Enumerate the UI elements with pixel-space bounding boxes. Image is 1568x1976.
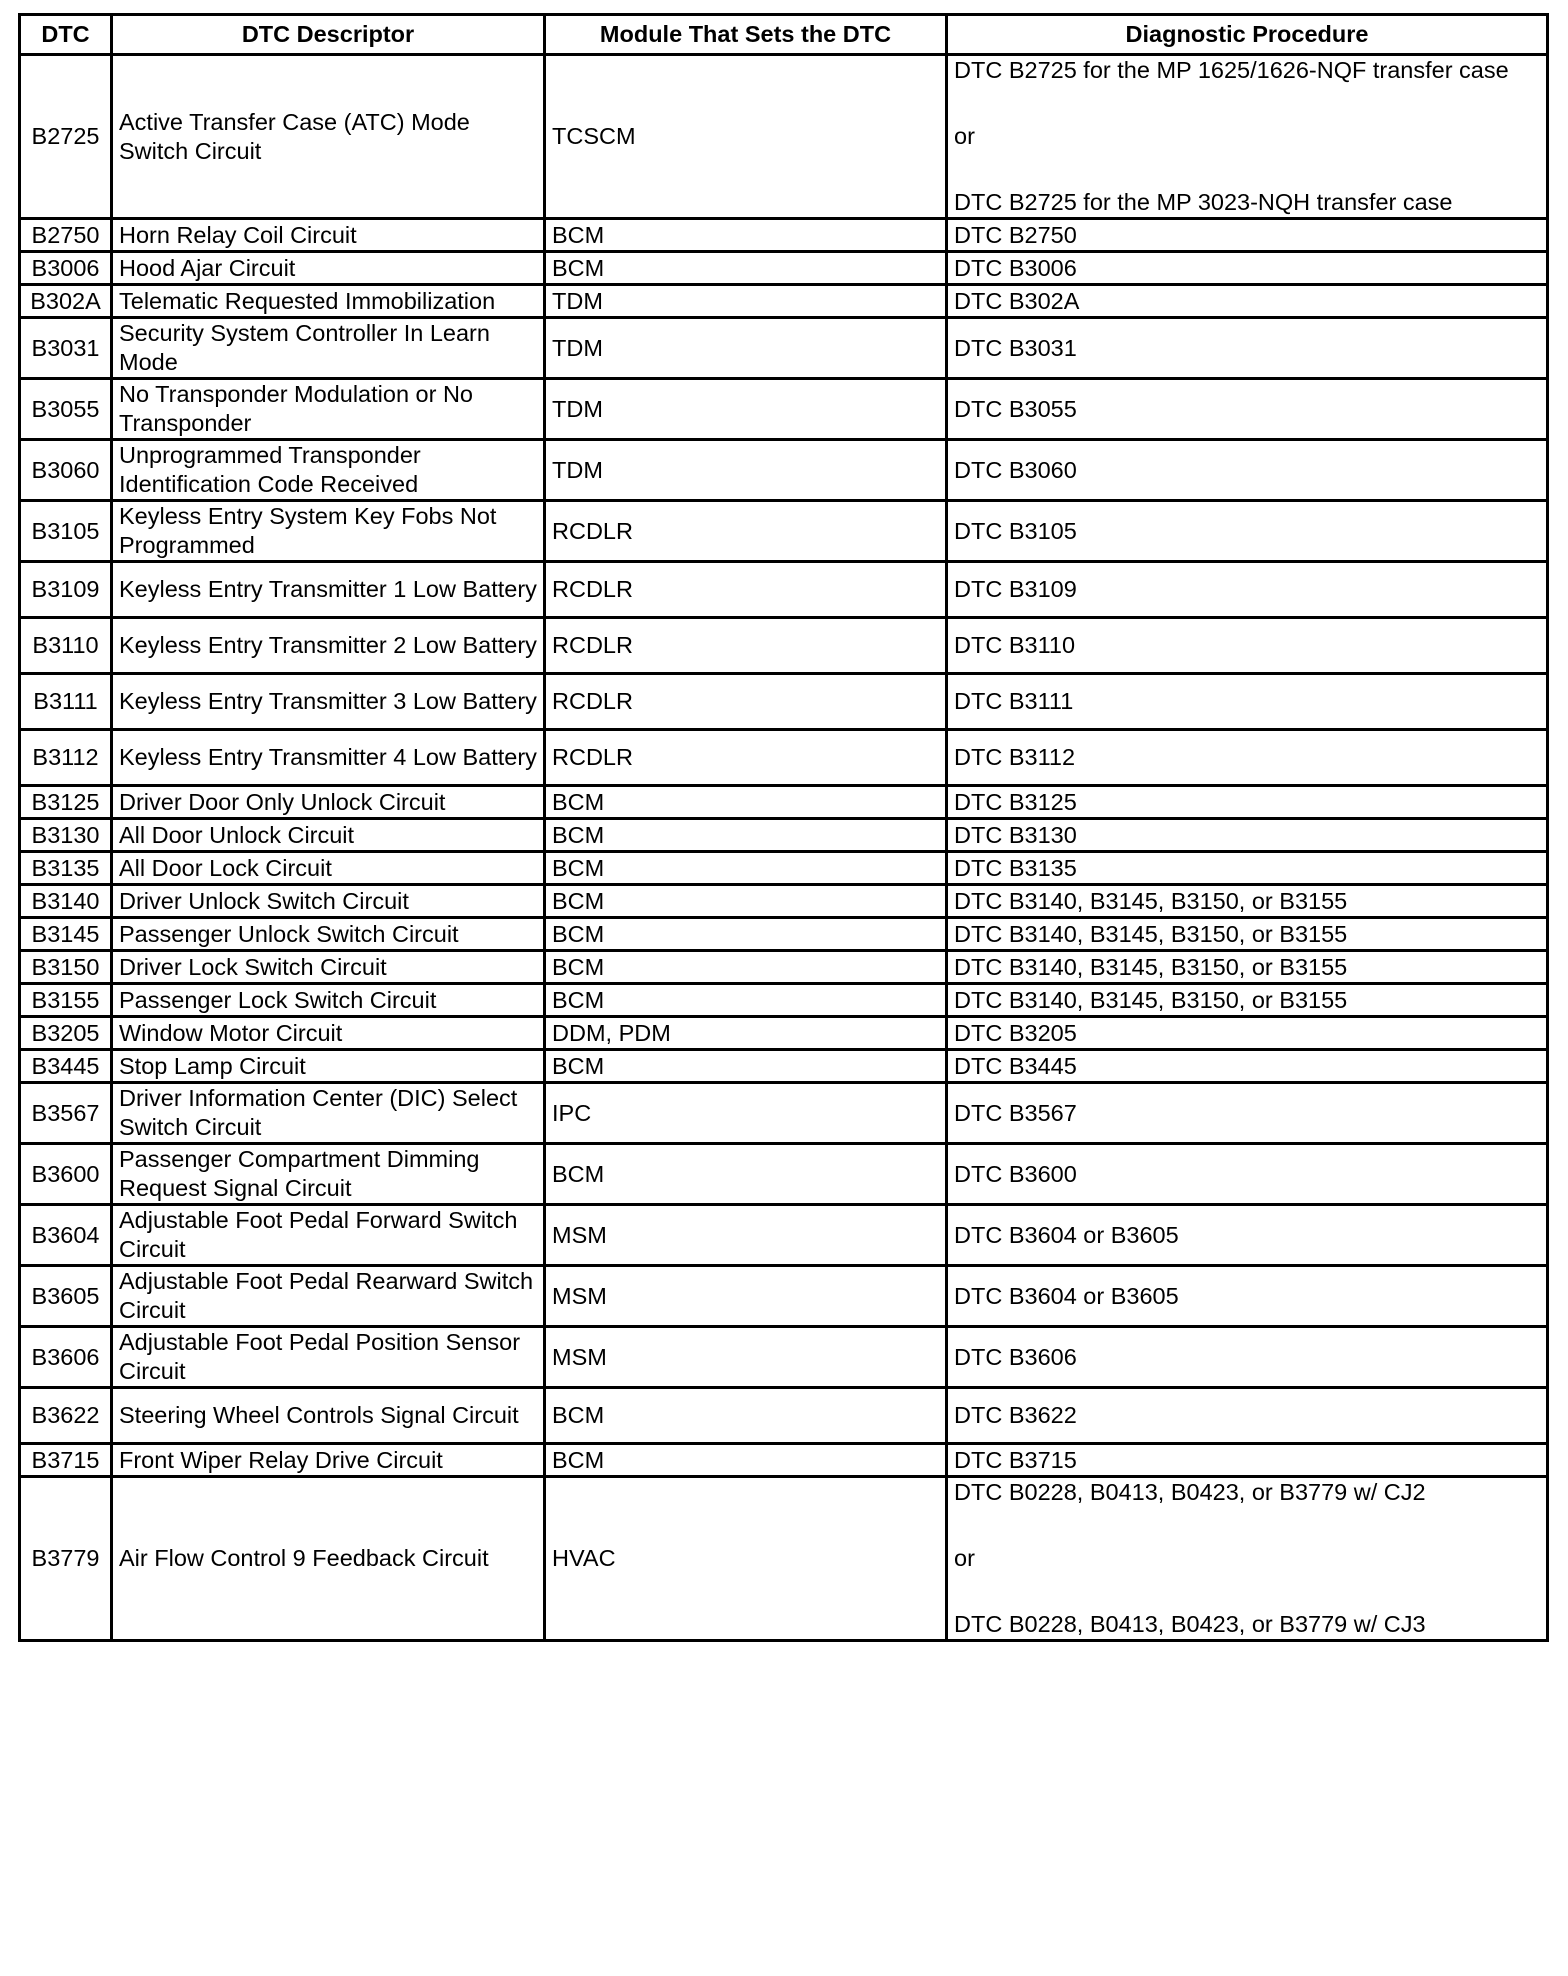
table-row [20, 786, 1548, 819]
dtc-descriptor: Keyless Entry Transmitter 3 Low Battery [112, 674, 545, 730]
dtc-code: B3130 [20, 819, 112, 852]
procedure-line: DTC B3622 [954, 1402, 1077, 1428]
dtc-code: B3110 [20, 618, 112, 674]
procedure-line: DTC B302A [954, 287, 1080, 314]
module-name: IPC [545, 1083, 947, 1144]
procedure-line: DTC B3140, B3145, B3150, or B3155 [954, 986, 1348, 1013]
dtc-code: B3605 [20, 1266, 112, 1327]
diagnostic-procedure [947, 1266, 1548, 1327]
dtc-code: B3006 [20, 252, 112, 285]
module-name: BCM [545, 819, 947, 852]
dtc-code: B3604 [20, 1205, 112, 1266]
module-name: TDM [545, 318, 947, 379]
diagnostic-procedure [947, 819, 1548, 852]
dtc-code: B3622 [20, 1388, 112, 1444]
diagnostic-procedure [947, 984, 1548, 1017]
module-name: RCDLR [545, 674, 947, 730]
dtc-descriptor: Stop Lamp Circuit [112, 1050, 545, 1083]
table-row [20, 1477, 1548, 1641]
diagnostic-procedure [947, 852, 1548, 885]
diagnostic-procedure [947, 1327, 1548, 1388]
procedure-gap [954, 85, 1540, 122]
procedure-line: DTC B3140, B3145, B3150, or B3155 [954, 887, 1348, 914]
dtc-code: B3150 [20, 951, 112, 984]
module-name: MSM [545, 1205, 947, 1266]
module-name: TCSCM [545, 55, 947, 219]
procedure-line: DTC B3140, B3145, B3150, or B3155 [954, 920, 1348, 947]
procedure-line: DTC B3055 [954, 395, 1077, 422]
procedure-line: DTC B3604 or B3605 [954, 1221, 1179, 1248]
module-name: RCDLR [545, 618, 947, 674]
dtc-descriptor: No Transponder Modulation or No Transponder [112, 379, 545, 440]
diagnostic-procedure [947, 440, 1548, 501]
dtc-descriptor: Driver Unlock Switch Circuit [112, 885, 545, 918]
dtc-code: B2725 [20, 55, 112, 219]
procedure-line: DTC B2750 [954, 221, 1077, 248]
dtc-descriptor: Hood Ajar Circuit [112, 252, 545, 285]
table-row [20, 55, 1548, 219]
dtc-descriptor: Keyless Entry Transmitter 2 Low Battery [112, 618, 545, 674]
procedure-line: DTC B3006 [954, 254, 1077, 281]
diagnostic-procedure [947, 318, 1548, 379]
dtc-code: B3140 [20, 885, 112, 918]
diagnostic-procedure [947, 674, 1548, 730]
table-row [20, 618, 1548, 674]
dtc-code: B3055 [20, 379, 112, 440]
table-row [20, 1144, 1548, 1205]
diagnostic-procedure [947, 285, 1548, 318]
dtc-descriptor: All Door Unlock Circuit [112, 819, 545, 852]
module-name: BCM [545, 951, 947, 984]
diagnostic-procedure [947, 951, 1548, 984]
dtc-descriptor: Passenger Unlock Switch Circuit [112, 918, 545, 951]
table-row [20, 318, 1548, 379]
diagnostic-procedure [947, 1477, 1548, 1641]
procedure-gap [954, 1573, 1540, 1610]
table-row [20, 674, 1548, 730]
dtc-code: B3109 [20, 562, 112, 618]
procedure-line: or [954, 123, 975, 149]
header-descriptor: DTC Descriptor [112, 15, 545, 55]
module-name: BCM [545, 1050, 947, 1083]
procedure-gap [954, 1507, 1540, 1544]
dtc-descriptor: Adjustable Foot Pedal Forward Switch Circuit [112, 1205, 545, 1266]
dtc-descriptor: Passenger Compartment Dimming Request Signal Circuit [112, 1144, 545, 1205]
module-name: BCM [545, 885, 947, 918]
procedure-line: DTC B3715 [954, 1446, 1077, 1473]
dtc-code: B2750 [20, 219, 112, 252]
dtc-code: B3105 [20, 501, 112, 562]
module-name: RCDLR [545, 501, 947, 562]
procedure-line: DTC B3130 [954, 821, 1077, 848]
diagnostic-procedure [947, 1050, 1548, 1083]
dtc-descriptor: Front Wiper Relay Drive Circuit [112, 1444, 545, 1477]
diagnostic-procedure [947, 55, 1548, 219]
module-name: RCDLR [545, 562, 947, 618]
diagnostic-procedure [947, 562, 1548, 618]
procedure-line: DTC B3112 [954, 744, 1076, 770]
procedure-gap [954, 151, 1540, 188]
dtc-descriptor: Keyless Entry System Key Fobs Not Programmed [112, 501, 545, 562]
diagnostic-procedure [947, 786, 1548, 819]
procedure-line: DTC B3109 [954, 576, 1077, 602]
diagnostic-procedure [947, 1388, 1548, 1444]
diagnostic-procedure [947, 379, 1548, 440]
diagnostic-procedure [947, 501, 1548, 562]
diagnostic-procedure [947, 219, 1548, 252]
procedure-line: DTC B0228, B0413, B0423, or B3779 w/ CJ2 [954, 1479, 1426, 1505]
procedure-line: DTC B3125 [954, 788, 1077, 815]
table-row [20, 501, 1548, 562]
dtc-descriptor: Driver Information Center (DIC) Select Switch Circuit [112, 1083, 545, 1144]
table-row [20, 1388, 1548, 1444]
table-row [20, 1266, 1548, 1327]
diagnostic-procedure [947, 1205, 1548, 1266]
dtc-descriptor: Telematic Requested Immobilization [112, 285, 545, 318]
table-row [20, 379, 1548, 440]
dtc-code: B3567 [20, 1083, 112, 1144]
dtc-descriptor: Driver Door Only Unlock Circuit [112, 786, 545, 819]
diagnostic-procedure [947, 252, 1548, 285]
procedure-line: DTC B3111 [954, 688, 1074, 714]
dtc-descriptor: All Door Lock Circuit [112, 852, 545, 885]
procedure-line: DTC B0228, B0413, B0423, or B3779 w/ CJ3 [954, 1611, 1426, 1637]
table-row [20, 1327, 1548, 1388]
dtc-code: B3779 [20, 1477, 112, 1641]
dtc-code: B3112 [20, 730, 112, 786]
table-row [20, 1083, 1548, 1144]
dtc-descriptor: Security System Controller In Learn Mode [112, 318, 545, 379]
table-row [20, 252, 1548, 285]
procedure-line: DTC B3105 [954, 517, 1077, 544]
table-row [20, 1050, 1548, 1083]
dtc-descriptor: Steering Wheel Controls Signal Circuit [112, 1388, 545, 1444]
table-row [20, 730, 1548, 786]
dtc-code: B3135 [20, 852, 112, 885]
procedure-line: DTC B3110 [954, 632, 1076, 658]
module-name: MSM [545, 1266, 947, 1327]
procedure-line: DTC B3567 [954, 1099, 1077, 1126]
module-name: TDM [545, 379, 947, 440]
dtc-code: B3606 [20, 1327, 112, 1388]
dtc-descriptor: Driver Lock Switch Circuit [112, 951, 545, 984]
module-name: MSM [545, 1327, 947, 1388]
table-row [20, 285, 1548, 318]
table-row [20, 1017, 1548, 1050]
diagnostic-procedure [947, 1017, 1548, 1050]
dtc-descriptor: Active Transfer Case (ATC) Mode Switch Circuit [112, 55, 545, 219]
diagnostic-procedure [947, 730, 1548, 786]
procedure-line: DTC B2725 for the MP 1625/1626-NQF transfer case [954, 57, 1509, 83]
table-row [20, 951, 1548, 984]
dtc-code: B3145 [20, 918, 112, 951]
dtc-code: B3125 [20, 786, 112, 819]
module-name: BCM [545, 252, 947, 285]
table-row [20, 219, 1548, 252]
module-name: TDM [545, 285, 947, 318]
diagnostic-procedure [947, 1444, 1548, 1477]
dtc-code: B3205 [20, 1017, 112, 1050]
module-name: BCM [545, 1444, 947, 1477]
dtc-code: B3031 [20, 318, 112, 379]
procedure-line: DTC B3031 [954, 334, 1077, 361]
table-row [20, 562, 1548, 618]
dtc-descriptor: Keyless Entry Transmitter 4 Low Battery [112, 730, 545, 786]
table-row [20, 852, 1548, 885]
module-name: BCM [545, 852, 947, 885]
module-name: DDM, PDM [545, 1017, 947, 1050]
dtc-descriptor: Window Motor Circuit [112, 1017, 545, 1050]
diagnostic-procedure [947, 885, 1548, 918]
procedure-line: DTC B3135 [954, 854, 1077, 881]
dtc-code: B3060 [20, 440, 112, 501]
module-name: HVAC [545, 1477, 947, 1641]
dtc-code: B3600 [20, 1144, 112, 1205]
procedure-line: DTC B3445 [954, 1052, 1077, 1079]
procedure-line: DTC B3604 or B3605 [954, 1282, 1179, 1309]
header-module: Module That Sets the DTC [545, 15, 947, 55]
dtc-code: B3445 [20, 1050, 112, 1083]
procedure-line: DTC B2725 for the MP 3023-NQH transfer case [954, 189, 1453, 215]
module-name: BCM [545, 918, 947, 951]
header-dtc: DTC [20, 15, 112, 55]
dtc-code: B3111 [20, 674, 112, 730]
dtc-code: B3155 [20, 984, 112, 1017]
procedure-line: DTC B3205 [954, 1019, 1077, 1046]
table-row [20, 1205, 1548, 1266]
dtc-descriptor: Keyless Entry Transmitter 1 Low Battery [112, 562, 545, 618]
dtc-descriptor: Unprogrammed Transponder Identification Code Received [112, 440, 545, 501]
dtc-descriptor: Passenger Lock Switch Circuit [112, 984, 545, 1017]
module-name: BCM [545, 786, 947, 819]
dtc-descriptor: Adjustable Foot Pedal Position Sensor Circuit [112, 1327, 545, 1388]
module-name: BCM [545, 219, 947, 252]
procedure-line: DTC B3600 [954, 1160, 1077, 1187]
dtc-code: B3715 [20, 1444, 112, 1477]
table-row [20, 819, 1548, 852]
procedure-line: DTC B3606 [954, 1343, 1077, 1370]
dtc-table [18, 13, 1549, 1642]
module-name: BCM [545, 984, 947, 1017]
dtc-descriptor: Air Flow Control 9 Feedback Circuit [112, 1477, 545, 1641]
module-name: TDM [545, 440, 947, 501]
module-name: BCM [545, 1388, 947, 1444]
procedure-line: or [954, 1545, 975, 1571]
diagnostic-procedure [947, 918, 1548, 951]
dtc-descriptor: Horn Relay Coil Circuit [112, 219, 545, 252]
procedure-line: DTC B3140, B3145, B3150, or B3155 [954, 953, 1348, 980]
diagnostic-procedure [947, 1144, 1548, 1205]
table-row [20, 918, 1548, 951]
table-row [20, 1444, 1548, 1477]
header-row [20, 15, 1548, 55]
table-row [20, 885, 1548, 918]
module-name: BCM [545, 1144, 947, 1205]
module-name: RCDLR [545, 730, 947, 786]
dtc-code: B302A [20, 285, 112, 318]
dtc-descriptor: Adjustable Foot Pedal Rearward Switch Circuit [112, 1266, 545, 1327]
diagnostic-procedure [947, 1083, 1548, 1144]
table-body [20, 55, 1548, 1641]
table-row [20, 984, 1548, 1017]
procedure-line: DTC B3060 [954, 456, 1077, 483]
diagnostic-procedure [947, 618, 1548, 674]
header-procedure: Diagnostic Procedure [947, 15, 1548, 55]
table-row [20, 440, 1548, 501]
